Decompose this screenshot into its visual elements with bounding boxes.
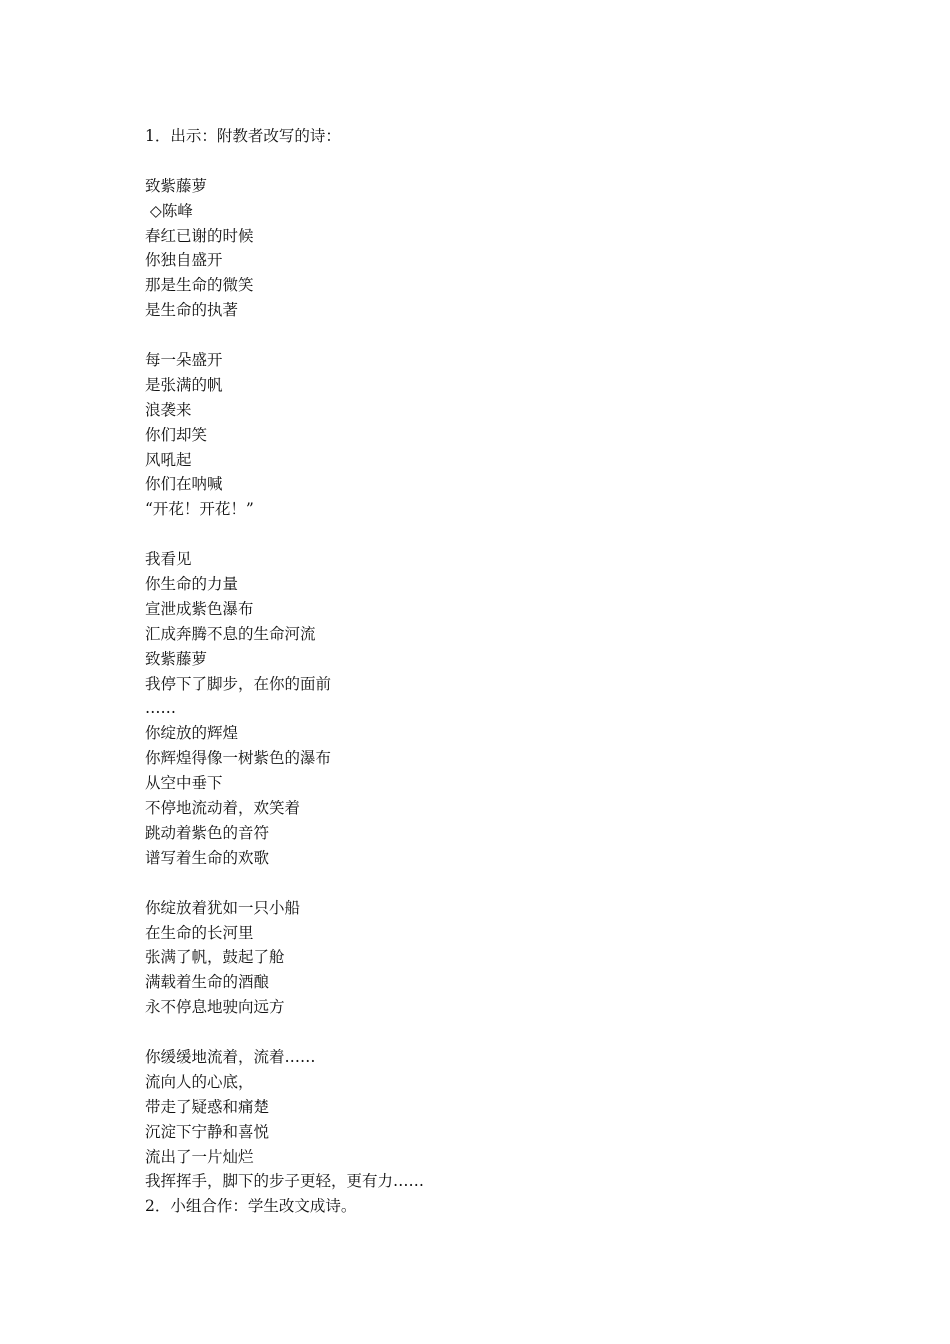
poem-line: …… [145,699,176,718]
poem-line: 跳动着紫色的音符 [145,823,270,842]
poem-line: 带走了疑惑和痛楚 [145,1097,270,1116]
poem-line: 永不停息地驶向远方 [145,998,285,1017]
blank-line [145,149,845,174]
poem-line: 汇成奔腾不息的生命河流 [145,624,316,643]
poem-line: 我看见 [145,550,192,569]
poem-line: 你绽放着犹如一只小船 [145,898,301,917]
poem-line: 我挥挥手，脚下的步子更轻，更有力…… [145,1172,425,1191]
poem-line: 那是生命的微笑 [145,276,254,295]
poem-line: 致紫藤萝 [145,649,208,668]
document-body [145,124,845,1219]
poem-line: 不停地流动着，欢笑着 [145,799,301,818]
poem-line: 你生命的力量 [145,575,239,594]
poem-line: 你独自盛开 [145,251,223,270]
poem-line: 宣泄成紫色瀑布 [145,599,254,618]
poem-title: 致紫藤萝 [145,176,208,195]
poem-line: 你绽放的辉煌 [145,724,239,743]
poem-line: 是张满的帆 [145,375,223,394]
blank-line [145,1020,845,1045]
blank-line [145,323,845,348]
poem-line: 你们在呐喊 [145,475,223,494]
poem-line: 流向人的心底， [145,1072,254,1091]
poem-line: 我停下了脚步，在你的面前 [145,674,332,693]
poem-line: 从空中垂下 [145,774,223,793]
poem-line: 满载着生命的酒酿 [145,973,270,992]
poem-line: 张满了帆，鼓起了舱 [145,948,285,967]
poem-line: 浪袭来 [145,400,192,419]
poem-line: 你们却笑 [145,425,208,444]
blank-line [145,871,845,896]
poem-line: 风吼起 [145,450,192,469]
poem-line: 在生命的长河里 [145,923,254,942]
poem-line: 沉淀下宁静和喜悦 [145,1122,270,1141]
poem-line: 流出了一片灿烂 [145,1147,254,1166]
poem-line: 春红已谢的时候 [145,226,254,245]
poem-line: 你缓缓地流着，流着…… [145,1047,316,1066]
instruction-1: 1．出示：附教者改写的诗： [145,127,341,145]
blank-line [145,522,845,547]
poem-line: 你辉煌得像一树紫色的瀑布 [145,749,332,768]
poem-line: 谱写着生命的欢歌 [145,848,270,867]
poem-author: ◇陈峰 [145,201,193,220]
instruction-2: 2．小组合作：学生改文成诗。 [145,1197,357,1216]
poem-line: 每一朵盛开 [145,351,223,370]
poem-line: “开花！开花！” [145,500,254,519]
poem-line: 是生命的执著 [145,301,239,320]
